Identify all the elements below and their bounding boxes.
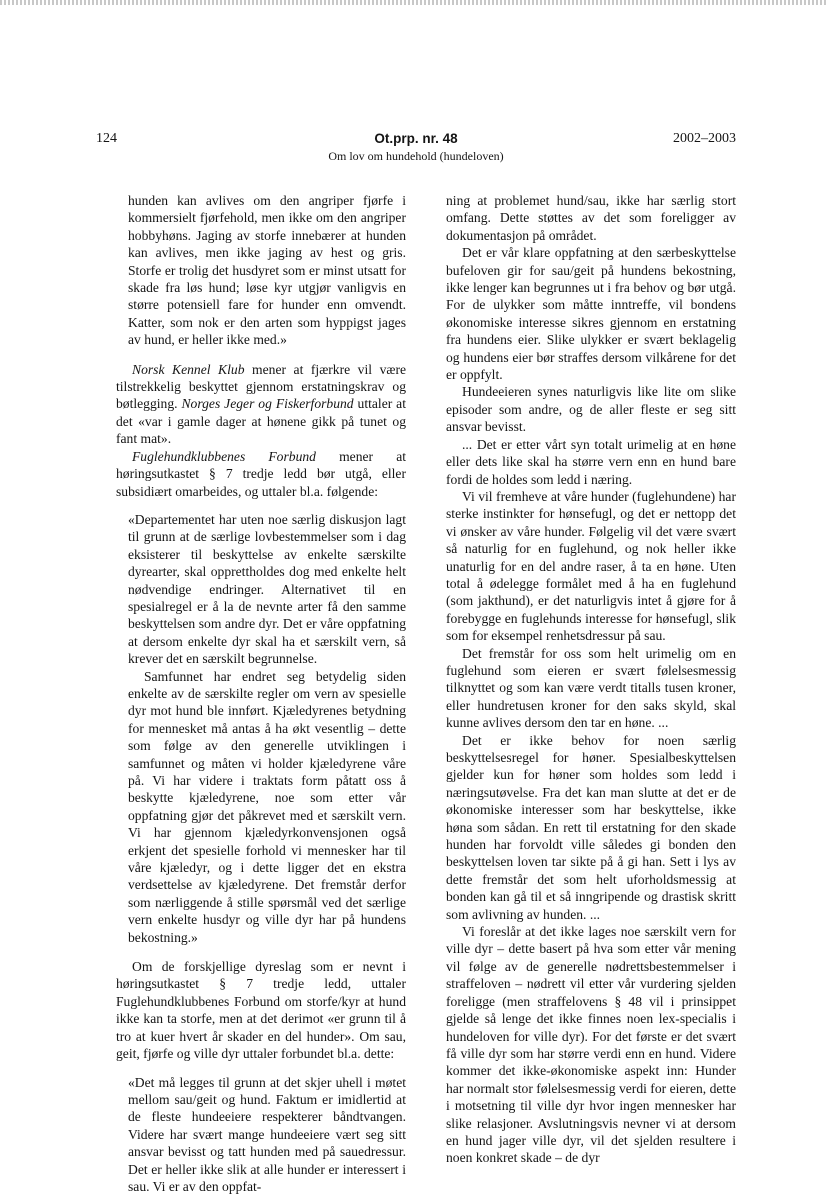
organisation-name: Norges Jeger og Fiskerforbund — [181, 396, 353, 411]
quote-paragraph: ... Det er etter vårt syn totalt urimelig at en høne eller dets like skal ha større vern enn en hund bare fordi de holdes som ledd i næring. — [446, 436, 736, 488]
paragraph-text: uttaler at det «var i gamle dager at hønene gikk på tunet og fant mat». — [116, 396, 406, 446]
scan-edge — [0, 0, 826, 5]
document-year: 2002–2003 — [673, 131, 736, 147]
page-number: 124 — [96, 131, 117, 147]
paragraph-text: mener at fjærkre vil være tilstrekkelig beskyttet gjennom erstatningskrav og bøtlegging. — [116, 362, 406, 412]
quote-block — [128, 1074, 406, 1195]
page-header — [96, 131, 736, 167]
quote-block — [128, 511, 406, 946]
quote-paragraph: «Departementet har uten noe særlig diskusjon lagt til grunn at de særlige lovbestemmelser som i dag eksisterer til beskyttelse av enkelte særskilte dyrearter, skal opprettholdes dog med enkelte helt nødvendige endringer. Alternativet til en spesialregel er å la de nevnte arter få den samme beskyttelsen som andre dyr. Det er våre oppfatning at dersom enkelte dyr skal ha et særskilt vern, så krever det en særskilt begrunnelse. — [128, 511, 406, 668]
right-column — [446, 192, 736, 1167]
left-column — [116, 192, 406, 1195]
quote-block — [128, 192, 406, 349]
paragraph-text: mener at høringsutkastet § 7 tredje ledd bør utgå, eller subsidiært omarbeides, og uttaler bl.a. følgende: — [116, 449, 406, 499]
quote-paragraph: Samfunnet har endret seg betydelig siden enkelte av de særskilte regler om vern av spesielle dyr mot hund ble innført. Kjæledyrenes betydning for mennesket må antas å ha økt vesentlig – dette som følge av den generelle utviklingen i samfunnet og måten vi holder kjæledyrene våre på. Vi har videre i traktats form påtatt oss å beskytte kjæledyrene, noe som etter vår oppfatning gjør det påkrevet med et særskilt vern. Vi har gjennom kjæledyrkonvensjonen også erkjent det spesielle forhold vi mennesker har til våre kjæledyr, og i dette ligger det en ekstra verdsettelse av kjæledyrene. Det fremstår derfor som nærliggende å stille spørsmål ved det særlige vern enkelte husdyr og ville dyr har på hundens bekostning.» — [128, 668, 406, 947]
quote-paragraph: Vi foreslår at det ikke lages noe særskilt vern for ville dyr – dette basert på hva som etter vår mening vil følge av de generelle nødrettsbestemmelser i straffeloven – nødrett vil etter vår vurdering sjelden foreligge (men straffelovens § 48 vil i prinsippet gjelde så lenge det ikke finnes noen lex-specialis i hundeloven for ville dyr). For det første er det svært få ville dyr som har større verdi enn en hund. Videre kommer det ikke-økonomiske aspekt inn: Hunder har normalt stor følelsesmessig verdi for eieren, dette i motsetning til ville dyr hvor ingen mennesker har slike relasjoner. Avslutningsvis nevner vi at dersom en hund jager ville dyr, vil det sjelden resultere i noen konkret skade – de dyr — [446, 923, 736, 1167]
body-paragraph: Om de forskjellige dyreslag som er nevnt i høringsutkastet § 7 tredje ledd, uttaler Fuglehundklubbenes Forbund om storfe/kyr at hund ikke kan ta storfe, men at det derimot «er grunn til å tro at kuer hvert år skader en del hunder». Om sau, geit, fjørfe og ville dyr uttaler forbundet bl.a. dette: — [116, 958, 406, 1062]
organisation-name: Norsk Kennel Klub — [132, 362, 245, 377]
quote-paragraph: Det er vår klare oppfatning at den særbeskyttelse bufeloven gir for sau/geit på hundens bekostning, ikke lenger kan begrunnes ut i fra behov og bør utgå. For de ulykker som måtte inntreffe, vil bondens økonomiske interesse sikres gjennom en erstatning fra hundens eier. Slike ulykker er svært beklagelig og hundens eier bør straffes dersom vilkårene for det er oppfylt. — [446, 244, 736, 383]
document-title: Ot.prp. nr. 48 — [96, 131, 736, 146]
organisation-name: Fuglehundklubbenes Forbund — [132, 449, 316, 464]
quote-paragraph: ning at problemet hund/sau, ikke har særlig stort omfang. Dette støttes av det som foreligger av dokumentasjon på området. — [446, 192, 736, 244]
quote-paragraph: Det er ikke behov for noen særlig beskyttelsesregel for høner. Spesialbeskyttelsen gjelder kun for høner som holdes som ledd i næringsutøvelse. Fra det kan man slutte at det er de økonomiske interesser som har beskyttelse, ikke høna som sådan. En rett til erstatning for den skade hunden har forvoldt ville således gi bonden den beskyttelsen loven tar sikte på å gi han. Sett i lys av dette fremstår det som helt uforholdsmessig at bonden kan gå til et så inngripende og drastisk skritt som avlivning av hunden. ... — [446, 732, 736, 923]
quote-paragraph: «Det må legges til grunn at det skjer uhell i møtet mellom sau/geit og hund. Faktum er imidlertid at de fleste hundeeiere respekterer båndtvangen. Videre har svært mange hundeeiere vært seg sitt ansvar bevisst og tatt hunden med på sauedressur. Det er heller ikke slik at alle hunder er interessert i sau. Vi er av den oppfat- — [128, 1074, 406, 1195]
quote-paragraph: Vi vil fremheve at våre hunder (fuglehundene) har sterke instinkter for hønsefugl, og det er nettopp det vi ønsker av våre hunder. Følgelig vil det være svært så naturlig for en fuglehund, og nok heller ikke unaturlig for en del andre raser, å ta en høne. Uten total å ødelegge formålet med å ha en fuglehund (som jakthund), er det naturligvis intet å gjøre for å forebygge en fuglehunds interesse for hønsefugl, slik som for eksempel renhetsdressur på sau. — [446, 488, 736, 645]
body-paragraph — [116, 361, 406, 448]
document-subtitle: Om lov om hundehold (hundeloven) — [96, 149, 736, 164]
body-paragraph — [116, 448, 406, 500]
quote-paragraph: Det fremstår for oss som helt urimelig om en fuglehund som eieren er svært følelsesmessig tilknyttet og som kan være verdt titalls tusen kroner, eller hundretusen kroner for den saks skyld, skal kunne avlives dersom den tar en høne. ... — [446, 645, 736, 732]
quote-paragraph: Hundeeieren synes naturligvis like lite om slike episoder som andre, og de aller fleste er seg sitt ansvar bevisst. — [446, 383, 736, 435]
quote-paragraph: hunden kan avlives om den angriper fjørfe i kommersielt fjørfehold, men ikke om den angriper hobbyhøns. Jaging av storfe innebærer at hunden kan avlives, men ikke jaging av hest og gris. Storfe er trolig det husdyret som er minst utsatt for skade fra løs hund; løse kyr utgjør vanligvis en større potensiell fare for hunder enn omvendt. Katter, som nok er den arten som hyppigst jages av hund, er heller ikke med.» — [128, 192, 406, 349]
